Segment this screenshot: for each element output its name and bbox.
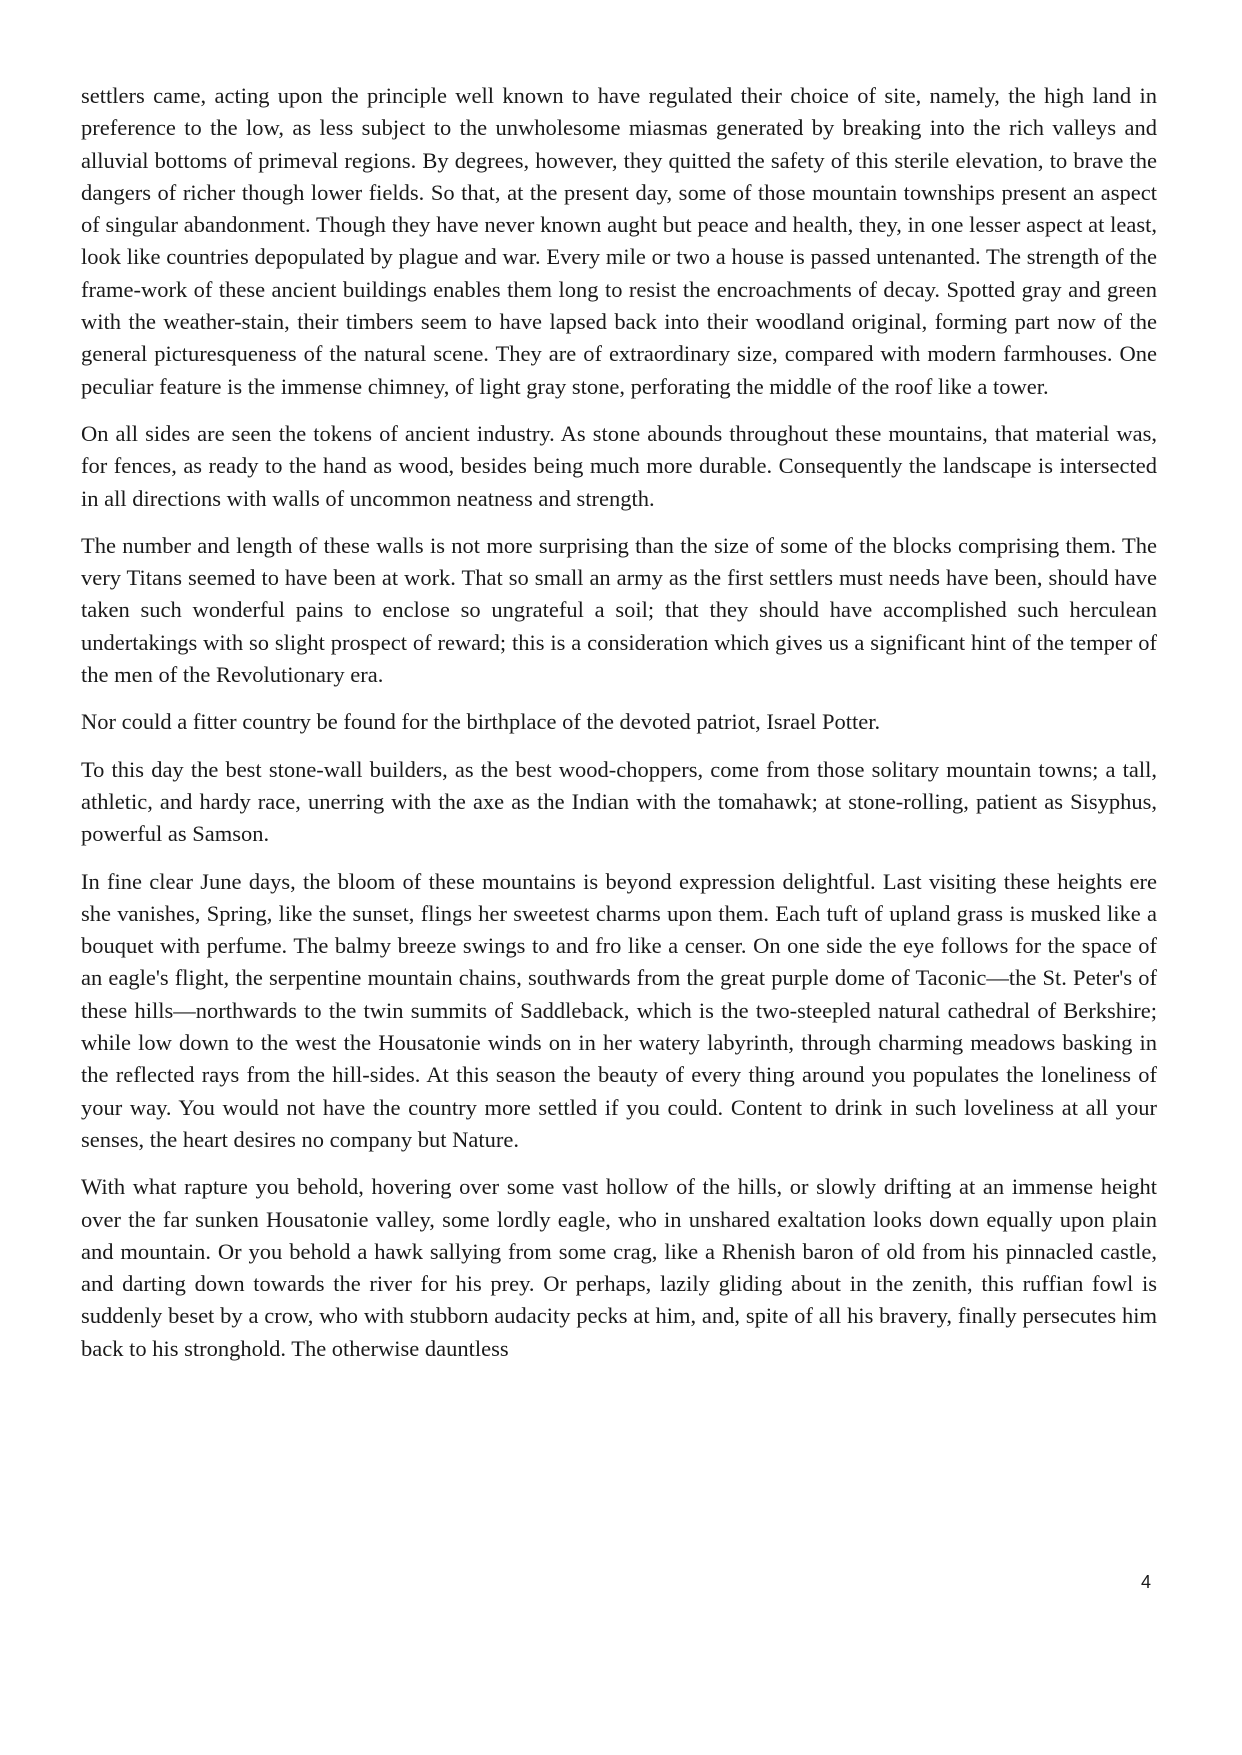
- paragraph-3: The number and length of these walls is not more surprising than the size of some of the blocks comprising them. The very Titans seemed to have been at work. That so small an army as the first settlers must needs have been, should have taken such wonderful pains to enclose so ungrateful a soil; that they should have accomplished such herculean undertakings with so slight prospect of reward; this is a consideration which gives us a significant hint of the temper of the men of the Revolutionary era.: [81, 532, 1157, 688]
- paragraph-7: With what rapture you behold, hovering over some vast hollow of the hills, or slowly drifting at an immense height over the far sunken Housatonie valley, some lordly eagle, who in unshared exaltation looks down equally upon plain and mountain. Or you behold a hawk sallying from some crag, like a Rhenish baron of old from his pinnacled castle, and darting down towards the river for his prey. Or perhaps, lazily gliding about in the zenith, this ruffian fowl is suddenly beset by a crow, who with stubborn audacity pecks at him, and, spite of all his bravery, finally persecutes him back to his stronghold. The otherwise dauntless: [81, 1174, 1157, 1361]
- paragraph-6: In fine clear June days, the bloom of these mountains is beyond expression delightful. Last visiting these heights ere she vanishes, Spring, like the sunset, flings her sweetest charms upon them. Each tuft of upland grass is musked like a bouquet with perfume. The balmy breeze swings to and fro like a censer. On one side the eye follows for the space of an eagle's flight, the serpentine mountain chains, southwards from the great purple dome of Taconic—the St. Peter's of these hills—northwards to the twin summits of Saddleback, which is the two-steepled natural cathedral of Berkshire; while low down to the west the Housatonie winds on in her watery labyrinth, through charming meadows basking in the reflected rays from the hill-sides. At this season the beauty of every thing around you populates the loneliness of your way. You would not have the country more settled if you could. Content to drink in such loveliness at all your senses, the heart desires no company but Nature.: [81, 868, 1157, 1152]
- body-text: [81, 80, 1157, 1380]
- paragraph-4: Nor could a fitter country be found for the birthplace of the devoted patriot, Israel Potter.: [81, 709, 881, 735]
- page-number: 4: [1140, 1572, 1151, 1592]
- paragraph-5: To this day the best stone-wall builders, as the best wood-choppers, come from those solitary mountain towns; a tall, athletic, and hardy race, unerring with the axe as the Indian with the tomahawk; at stone-rolling, patient as Sisyphus, powerful as Samson.: [81, 756, 1157, 847]
- paragraph-2: On all sides are seen the tokens of ancient industry. As stone abounds throughout these mountains, that material was, for fences, as ready to the hand as wood, besides being much more durable. Consequently the landscape is intersected in all directions with walls of uncommon neatness and strength.: [81, 420, 1157, 511]
- paragraph-1: settlers came, acting upon the principle well known to have regulated their choice of site, namely, the high land in preference to the low, as less subject to the unwholesome miasmas generated by breaking into the rich valleys and alluvial bottoms of primeval regions. By degrees, however, they quitted the safety of this sterile elevation, to brave the dangers of richer though lower fields. So that, at the present day, some of those mountain townships present an aspect of singular abandonment. Though they have never known aught but peace and health, they, in one lesser aspect at least, look like countries depopulated by plague and war. Every mile or two a house is passed untenanted. The strength of the frame-work of these ancient buildings enables them long to resist the encroachments of decay. Spotted gray and green with the weather-stain, their timbers seem to have lapsed back into their woodland original, forming part now of the general picturesqueness of the natural scene. They are of extraordinary size, compared with modern farmhouses. One peculiar feature is the immense chimney, of light gray stone, perforating the middle of the roof like a tower.: [81, 83, 1157, 399]
